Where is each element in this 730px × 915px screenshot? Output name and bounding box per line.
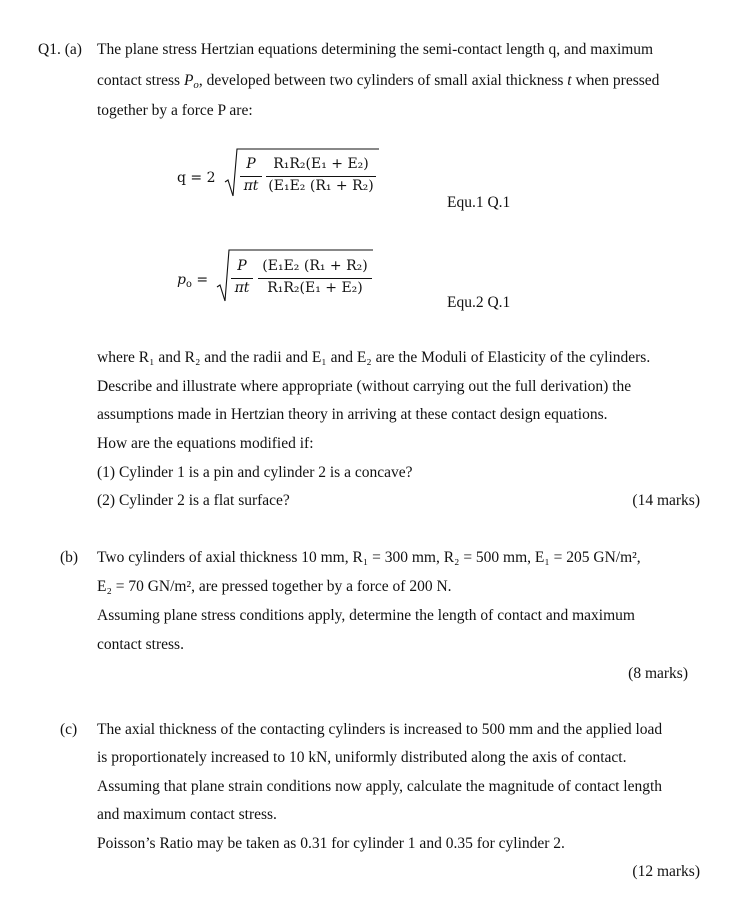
eq1-fraction-bar [266,176,376,177]
question-label-c: (c) [60,721,78,738]
question-label-a: Q1. (a) [38,41,82,58]
part-b-line-4: contact stress. [97,636,184,653]
part-c-line-1: The axial thickness of the contacting cylinders is increased to 500 mm and the applied load [97,721,663,738]
eq2-denominator: R₁R₂(E₁ + E₂) [267,280,363,296]
where-line-3: assumptions made in Hertzian theory in arriving at these contact design equations. [97,406,608,423]
part-b-line-3: Assuming plane stress conditions apply, determine the length of contact and maximum [97,607,635,624]
eq1-force-denominator: πt [243,178,259,194]
eq1-lhs: q = 2 [177,170,216,186]
marks-b: (8 marks) [628,665,688,682]
eq1-force-numerator: P [246,156,256,172]
eq1-tag: Equ.1 Q.1 [447,194,511,211]
part-c-line-3: Assuming that plane strain conditions now apply, calculate the magnitude of contact length [97,778,663,795]
marks-a: (14 marks) [632,492,700,509]
eq2-numerator: (E₁E₂ (R₁ + R₂) [262,258,368,274]
marks-c: (12 marks) [632,863,700,880]
eq2-tag: Equ.2 Q.1 [447,294,511,311]
part-b-line-2: E₂ = 70 GN/m², are pressed together by a force of 200 N. [97,578,452,595]
where-line-4: How are the equations modified if: [97,435,314,452]
eq2-lhs: $p_o$ = [177,272,209,290]
part-c-line-5: Poisson’s Ratio may be taken as 0.31 for cylinder 1 and 0.35 for cylinder 2. [97,835,565,852]
where-line-1: where R₁ and R₂ and the radii and E₁ and E₂ are the Moduli of Elasticity of the cylinders. [97,349,651,366]
part-c-line-2: is proportionately increased to 10 kN, uniformly distributed along the axis of contact. [97,749,627,766]
question-label-b: (b) [60,549,79,566]
eq2-force-denominator: πt [234,280,250,296]
intro-line-1: The plane stress Hertzian equations determining the semi-contact length q, and maximum [97,41,654,58]
eq1-force-bar [240,176,262,177]
case-1: (1) Cylinder 1 is a pin and cylinder 2 is a concave? [97,464,413,481]
intro-line-2: contact stress $P_o$, developed between two cylinders of small axial thickness t when pressed [97,72,660,91]
intro-line-3: together by a force P are: [97,102,253,119]
eq2-fraction-bar [258,278,372,279]
eq2-force-numerator: P [237,258,247,274]
eq2-force-bar [231,278,253,279]
eq1-numerator: R₁R₂(E₁ + E₂) [273,156,369,172]
eq2-radical-sign [216,247,376,305]
part-b-line-1: Two cylinders of axial thickness 10 mm, R₁ = 300 mm, R₂ = 500 mm, E₁ = 205 GN/m², [97,549,641,566]
where-line-2: Describe and illustrate where appropriate (without carrying out the full derivation) the [97,378,632,395]
eq1-denominator: (E₁E₂ (R₁ + R₂) [268,178,374,194]
case-2: (2) Cylinder 2 is a flat surface? [97,492,290,509]
contact-stress-symbol: $P_o$ [183,72,199,91]
part-c-line-4: and maximum contact stress. [97,806,277,823]
